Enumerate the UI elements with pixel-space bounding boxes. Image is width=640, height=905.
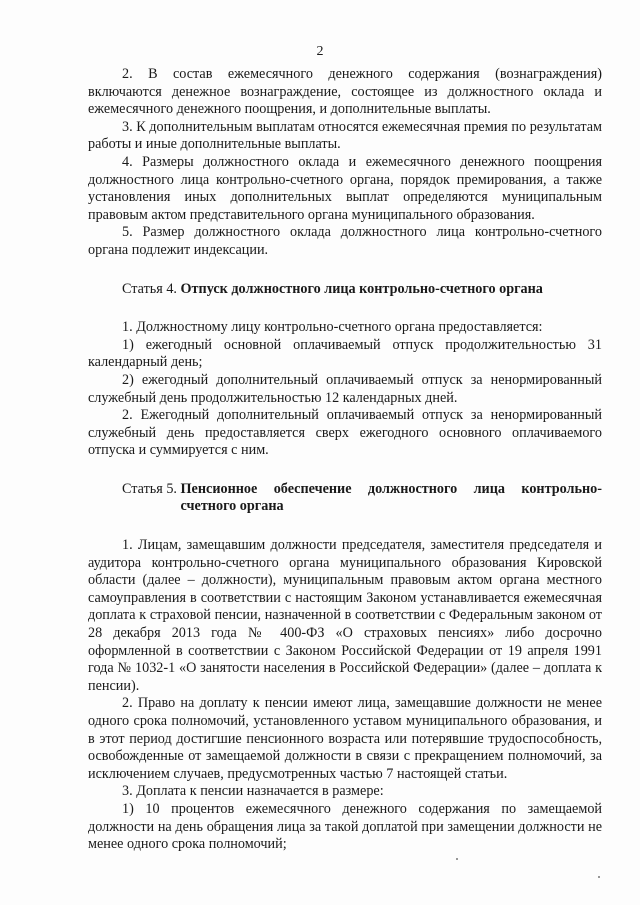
paragraph: 1) 10 процентов ежемесячного денежного содержания по замещаемой должности на день обращения лица за такой доплатой при замещении должности не менее одного срока полномочий; bbox=[88, 800, 602, 853]
paragraph: 5. Размер должностного оклада должностного лица контрольно-счетного органа подлежит индексации. bbox=[88, 224, 602, 258]
article-4-heading bbox=[88, 281, 602, 299]
page-number: 2 bbox=[316, 44, 324, 59]
article-5-heading bbox=[88, 481, 602, 516]
paragraph: 2) ежегодный дополнительный оплачиваемый отпуск за ненормированный служебный день продолжительностью 12 календарных дней. bbox=[88, 371, 602, 406]
paragraph: 2. Право на доплату к пенсии имеют лица, замещавшие должности не менее одного срока полномочий, установленного уставом муниципального образования, и в этот период достигшие пенсионного возраста или потерявшие трудоспособность, освобожденные от замещаемой должности в связи с прекращением полномочий, за исключением случаев, предусмотренных частью 7 настоящей статьи. bbox=[88, 695, 602, 782]
paragraph: 4. Размеры должностного оклада и ежемесячного денежного поощрения должностного лица контрольно-счетного органа, порядок премирования, а также установления иных дополнительных выплат определяются муниципальным правовым актом представительного органа муниципального образования. bbox=[88, 153, 602, 223]
paragraph: 2. В состав ежемесячного денежного содержания (вознаграждения) включаются денежное вознаграждение, состоящее из должностного оклада и ежемесячного денежного поощрения, и дополнительные выплаты. bbox=[88, 66, 602, 118]
paragraph: 1) ежегодный основной оплачиваемый отпуск продолжительностью 31 календарный день; bbox=[88, 336, 602, 371]
document-body bbox=[88, 66, 602, 854]
scan-speck bbox=[598, 876, 600, 878]
paragraph: 2. Ежегодный дополнительный оплачиваемый отпуск за ненормированный служебный день предоставляется сверх ежегодного основного оплачиваемого отпуска и суммируется с ним. bbox=[88, 407, 602, 459]
article-4-label: Статья 4. bbox=[122, 280, 181, 297]
paragraph: 1. Должностному лицу контрольно-счетного органа предоставляется: bbox=[122, 319, 543, 336]
paragraph: 3. Доплата к пенсии назначается в размере: bbox=[122, 783, 384, 800]
article-5-title: Пенсионное обеспечение должностного лица контрольно-счетного органа bbox=[180, 480, 602, 515]
scan-speck bbox=[456, 858, 458, 860]
paragraph: 1. Лицам, замещавшим должности председателя, заместителя председателя и аудитора контрольно-счетного органа муниципального образования Кировской области (далее – должности), муниципальным правовым актом органа местного самоуправления в соответствии с настоящим Законом устанавливается ежемесячная доплата к страховой пенсии, назначенной в соответствии с Федеральным законом от 28 декабря 2013 года № 400-ФЗ «О страховых пенсиях» либо досрочно оформленной в соответствии с Законом Российской Федерации от 19 апреля 1991 года № 1032-1 «О занятости населения в Российской Федерации» (далее – доплата к пенсии). bbox=[88, 537, 602, 694]
article-5-label: Статья 5. bbox=[122, 480, 181, 497]
paragraph: 3. К дополнительным выплатам относятся ежемесячная премия по результатам работы и иные дополнительные выплаты. bbox=[88, 118, 602, 153]
article-4-title: Отпуск должностного лица контрольно-счетного органа bbox=[180, 280, 543, 297]
